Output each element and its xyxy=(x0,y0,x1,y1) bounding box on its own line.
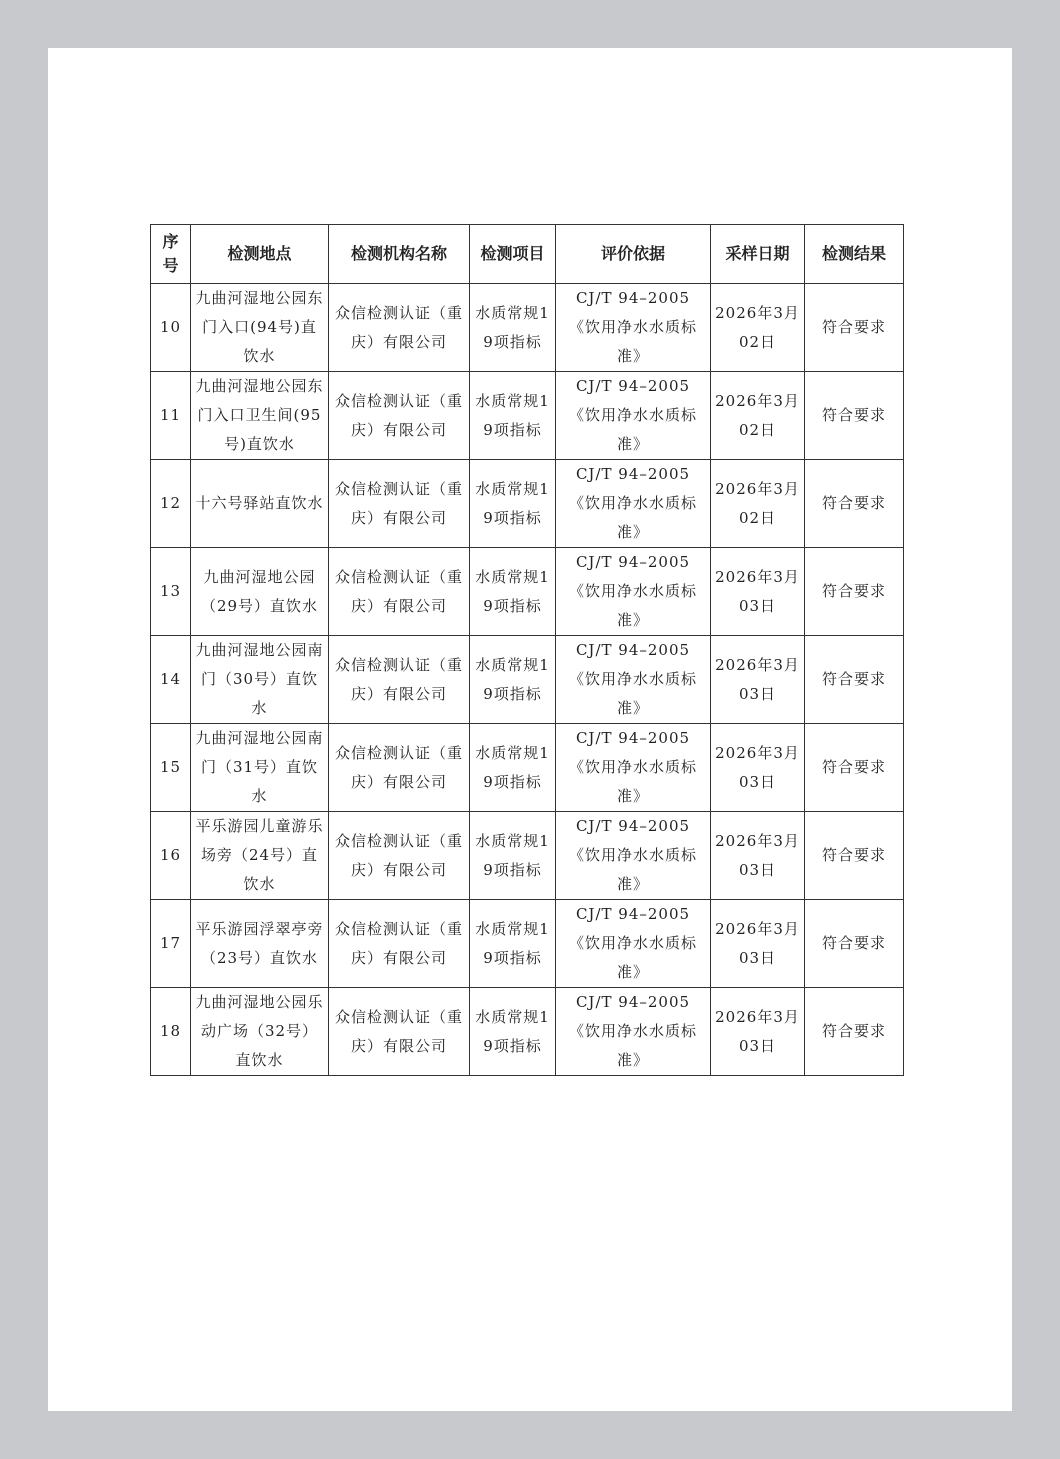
cell-test-item: 水质常规19项指标 xyxy=(470,900,556,988)
cell-location: 九曲河湿地公园东门入口(94号)直饮水 xyxy=(191,284,329,372)
cell-location: 平乐游园浮翠亭旁（23号）直饮水 xyxy=(191,900,329,988)
table-row xyxy=(151,548,904,636)
cell-agency: 众信检测认证（重庆）有限公司 xyxy=(329,636,470,724)
header-agency: 检测机构名称 xyxy=(329,225,470,284)
cell-basis: CJ/T 94–2005 《饮用净水水质标准》 xyxy=(556,460,711,548)
cell-location: 九曲河湿地公园乐动广场（32号）直饮水 xyxy=(191,988,329,1076)
header-test-item: 检测项目 xyxy=(470,225,556,284)
cell-result: 符合要求 xyxy=(805,460,904,548)
cell-result: 符合要求 xyxy=(805,548,904,636)
cell-test-item: 水质常规19项指标 xyxy=(470,636,556,724)
cell-result: 符合要求 xyxy=(805,988,904,1076)
cell-agency: 众信检测认证（重庆）有限公司 xyxy=(329,988,470,1076)
cell-serial-number: 13 xyxy=(151,548,191,636)
cell-location: 九曲河湿地公园（29号）直饮水 xyxy=(191,548,329,636)
header-result: 检测结果 xyxy=(805,225,904,284)
cell-basis: CJ/T 94–2005 《饮用净水水质标准》 xyxy=(556,724,711,812)
cell-sampling-date: 2026年3月02日 xyxy=(711,460,805,548)
cell-serial-number: 17 xyxy=(151,900,191,988)
cell-basis: CJ/T 94–2005 《饮用净水水质标准》 xyxy=(556,636,711,724)
cell-sampling-date: 2026年3月03日 xyxy=(711,988,805,1076)
cell-result: 符合要求 xyxy=(805,812,904,900)
cell-agency: 众信检测认证（重庆）有限公司 xyxy=(329,812,470,900)
table-row xyxy=(151,812,904,900)
cell-sampling-date: 2026年3月03日 xyxy=(711,636,805,724)
cell-location: 九曲河湿地公园东门入口卫生间(95号)直饮水 xyxy=(191,372,329,460)
cell-sampling-date: 2026年3月03日 xyxy=(711,724,805,812)
header-location: 检测地点 xyxy=(191,225,329,284)
cell-agency: 众信检测认证（重庆）有限公司 xyxy=(329,460,470,548)
header-sampling-date: 采样日期 xyxy=(711,225,805,284)
table-header-row xyxy=(151,225,904,284)
cell-agency: 众信检测认证（重庆）有限公司 xyxy=(329,548,470,636)
cell-sampling-date: 2026年3月03日 xyxy=(711,548,805,636)
cell-basis: CJ/T 94–2005 《饮用净水水质标准》 xyxy=(556,548,711,636)
table-row xyxy=(151,460,904,548)
cell-agency: 众信检测认证（重庆）有限公司 xyxy=(329,724,470,812)
cell-agency: 众信检测认证（重庆）有限公司 xyxy=(329,372,470,460)
table-row xyxy=(151,900,904,988)
cell-basis: CJ/T 94–2005 《饮用净水水质标准》 xyxy=(556,284,711,372)
table-row xyxy=(151,636,904,724)
cell-serial-number: 18 xyxy=(151,988,191,1076)
inspection-results-table xyxy=(150,224,904,1076)
cell-test-item: 水质常规19项指标 xyxy=(470,988,556,1076)
cell-test-item: 水质常规19项指标 xyxy=(470,460,556,548)
cell-serial-number: 14 xyxy=(151,636,191,724)
header-serial-number: 序号 xyxy=(151,225,191,284)
cell-test-item: 水质常规19项指标 xyxy=(470,812,556,900)
cell-test-item: 水质常规19项指标 xyxy=(470,724,556,812)
cell-basis: CJ/T 94–2005 《饮用净水水质标准》 xyxy=(556,812,711,900)
cell-test-item: 水质常规19项指标 xyxy=(470,372,556,460)
cell-serial-number: 11 xyxy=(151,372,191,460)
cell-test-item: 水质常规19项指标 xyxy=(470,548,556,636)
cell-result: 符合要求 xyxy=(805,372,904,460)
cell-sampling-date: 2026年3月03日 xyxy=(711,812,805,900)
cell-location: 九曲河湿地公园南门（30号）直饮水 xyxy=(191,636,329,724)
cell-sampling-date: 2026年3月03日 xyxy=(711,900,805,988)
cell-basis: CJ/T 94–2005 《饮用净水水质标准》 xyxy=(556,988,711,1076)
cell-result: 符合要求 xyxy=(805,724,904,812)
cell-basis: CJ/T 94–2005 《饮用净水水质标准》 xyxy=(556,900,711,988)
cell-serial-number: 16 xyxy=(151,812,191,900)
cell-sampling-date: 2026年3月02日 xyxy=(711,284,805,372)
cell-basis: CJ/T 94–2005 《饮用净水水质标准》 xyxy=(556,372,711,460)
cell-location: 九曲河湿地公园南门（31号）直饮水 xyxy=(191,724,329,812)
cell-agency: 众信检测认证（重庆）有限公司 xyxy=(329,900,470,988)
cell-serial-number: 15 xyxy=(151,724,191,812)
table-row xyxy=(151,724,904,812)
table-row xyxy=(151,284,904,372)
cell-serial-number: 10 xyxy=(151,284,191,372)
cell-location: 平乐游园儿童游乐场旁（24号）直饮水 xyxy=(191,812,329,900)
cell-agency: 众信检测认证（重庆）有限公司 xyxy=(329,284,470,372)
cell-result: 符合要求 xyxy=(805,900,904,988)
header-basis: 评价依据 xyxy=(556,225,711,284)
cell-location: 十六号驿站直饮水 xyxy=(191,460,329,548)
table-row xyxy=(151,372,904,460)
cell-test-item: 水质常规19项指标 xyxy=(470,284,556,372)
cell-sampling-date: 2026年3月02日 xyxy=(711,372,805,460)
cell-result: 符合要求 xyxy=(805,636,904,724)
cell-result: 符合要求 xyxy=(805,284,904,372)
table-row xyxy=(151,988,904,1076)
document-page xyxy=(48,48,1012,1411)
cell-serial-number: 12 xyxy=(151,460,191,548)
